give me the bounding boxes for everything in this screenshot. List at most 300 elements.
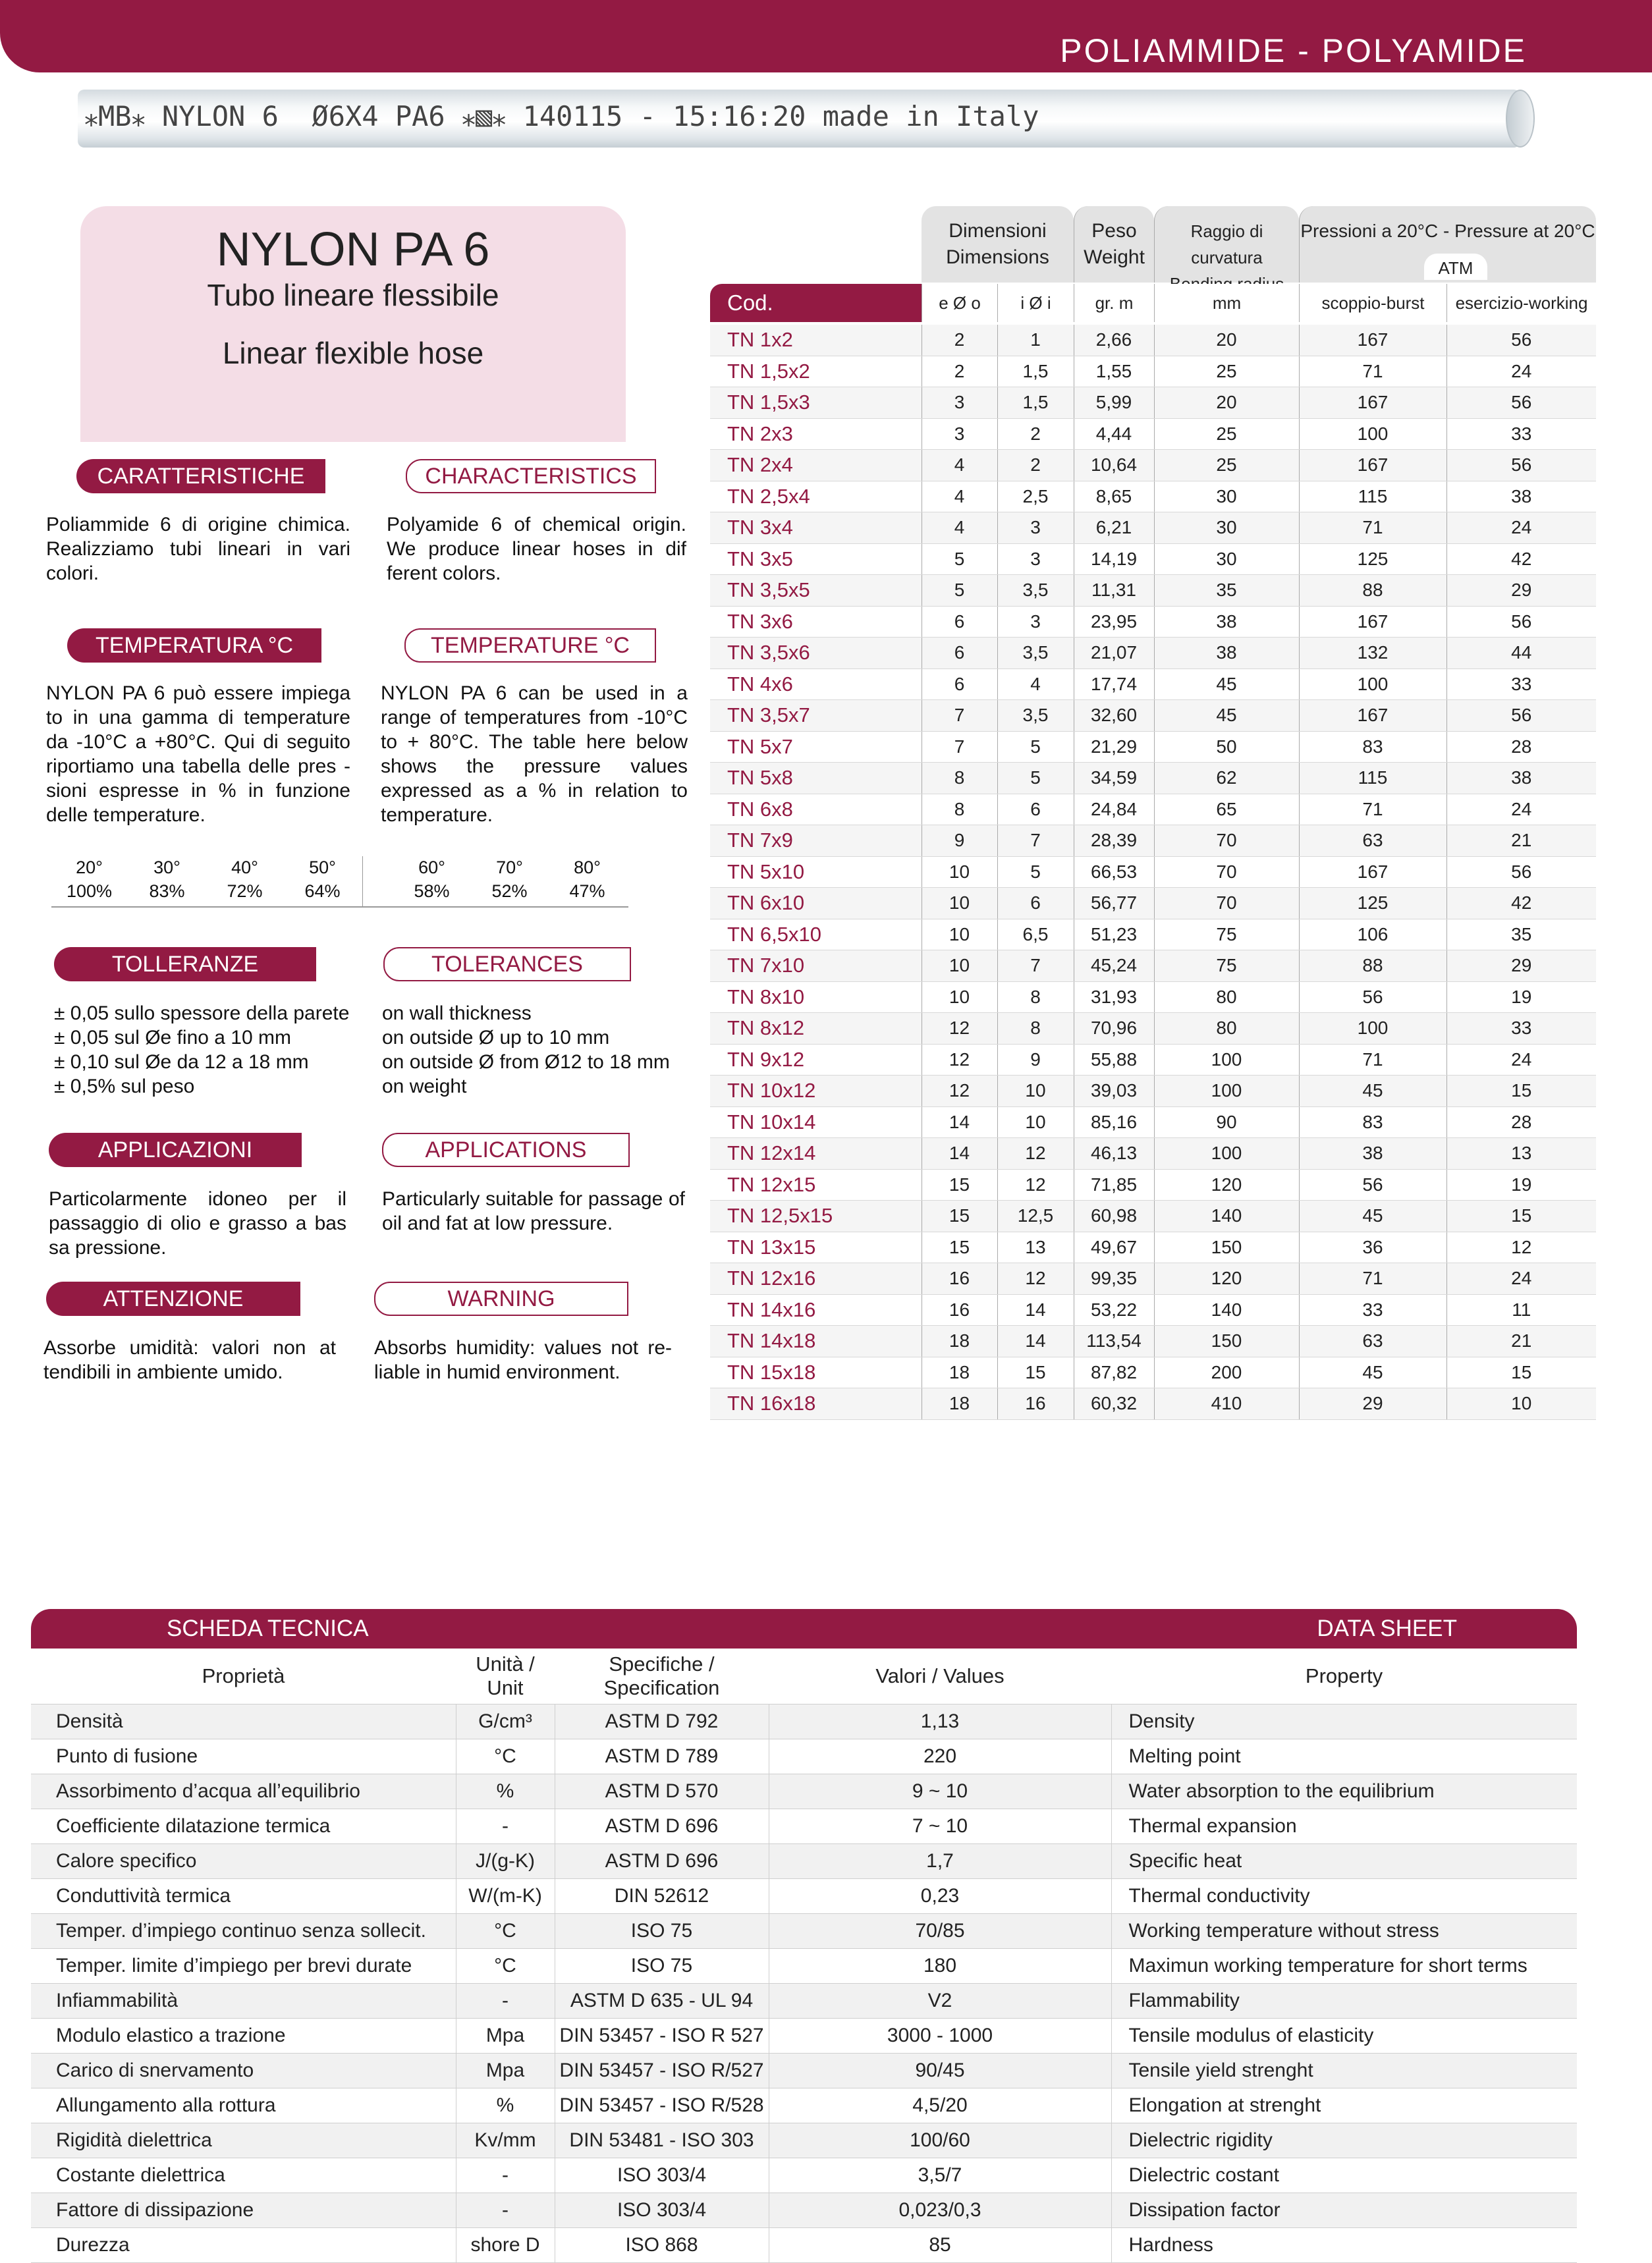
table-cell: 4 [922, 481, 997, 512]
table-cell: 2 [997, 418, 1074, 450]
product-code-cell: TN 2x3 [710, 418, 922, 450]
table-cell: 100 [1299, 1013, 1446, 1045]
table-cell: 71 [1299, 794, 1446, 825]
table-cell: 3,5 [997, 575, 1074, 607]
product-code-cell: TN 3,5x5 [710, 575, 922, 607]
table-row [710, 575, 1596, 607]
table-cell: 21,07 [1074, 638, 1154, 669]
table-row [710, 888, 1596, 919]
temp-cell: 40° [231, 858, 258, 877]
temp-cell: 20° [76, 858, 103, 877]
table-row [710, 1357, 1596, 1388]
datasheet-cell: V2 [769, 1984, 1111, 2019]
table-row [710, 981, 1596, 1013]
table-cell: 3 [997, 512, 1074, 544]
table-cell: 56 [1299, 981, 1446, 1013]
pct-cell: 52% [491, 881, 528, 901]
table-cell: 38 [1299, 1138, 1446, 1170]
product-code-cell: TN 5x10 [710, 856, 922, 888]
header-atm: ATM [1424, 254, 1487, 280]
table-cell: 24 [1446, 356, 1596, 387]
table-cell: 30 [1154, 481, 1299, 512]
table-cell: 10 [922, 888, 997, 919]
table-row [710, 856, 1596, 888]
product-code-cell: TN 3x5 [710, 543, 922, 575]
table-cell: 71 [1299, 356, 1446, 387]
table-cell: 140 [1154, 1294, 1299, 1326]
table-cell: 56,77 [1074, 888, 1154, 919]
applicazioni-text: Particolarmente idoneo per il passaggio di olio e grasso a bas sa pressione. [49, 1188, 346, 1259]
table-cell: 18 [922, 1326, 997, 1357]
table-cell: 167 [1299, 700, 1446, 732]
tab-tolleranze: TOLLERANZE [54, 947, 316, 981]
table-cell: 35 [1446, 919, 1596, 950]
pct-cell: 64% [304, 881, 341, 901]
table-cell: 28 [1446, 731, 1596, 763]
table-cell: 14 [997, 1326, 1074, 1357]
table-cell: 28 [1446, 1106, 1596, 1138]
table-row [710, 1263, 1596, 1295]
table-cell: 167 [1299, 856, 1446, 888]
datasheet-header-bar [31, 1609, 1577, 1649]
table-row [710, 543, 1596, 575]
table-cell: 38 [1446, 481, 1596, 512]
datasheet-cell: Dielectric rigidity [1111, 2123, 1577, 2158]
datasheet-cell: Calore specifico [31, 1844, 456, 1879]
table-cell: 12 [997, 1169, 1074, 1201]
datasheet-row [31, 1704, 1577, 1739]
table-cell: 56 [1299, 1169, 1446, 1201]
table-cell: 60,98 [1074, 1201, 1154, 1232]
table-cell: 33 [1446, 1013, 1596, 1045]
table-cell: 10 [997, 1076, 1074, 1107]
datasheet-cell: 90/45 [769, 2054, 1111, 2088]
table-cell: 113,54 [1074, 1326, 1154, 1357]
datasheet-cell: Allungamento alla rottura [31, 2088, 456, 2123]
table-cell: 75 [1154, 950, 1299, 982]
table-cell: 65 [1154, 794, 1299, 825]
table-cell: 15 [1446, 1357, 1596, 1388]
datasheet-cell: 0,023/0,3 [769, 2193, 1111, 2228]
tab-characteristics: CHARACTERISTICS [406, 459, 656, 493]
table-cell: 24 [1446, 1044, 1596, 1076]
table-cell: 6 [922, 668, 997, 700]
table-cell: 15 [1446, 1201, 1596, 1232]
table-cell: 14,19 [1074, 543, 1154, 575]
table-cell: 18 [922, 1388, 997, 1420]
table-cell: 7 [997, 825, 1074, 857]
tab-caratteristiche: CARATTERISTICHE [76, 459, 325, 493]
table-cell: 28,39 [1074, 825, 1154, 857]
datasheet-cell: ASTM D 789 [555, 1739, 769, 1774]
characteristics-text: Polyamide 6 of chemical origin. We produce linear hoses in dif ferent colors. [387, 514, 686, 584]
table-cell: 29 [1446, 575, 1596, 607]
table-cell: 12 [997, 1138, 1074, 1170]
table-cell: 24 [1446, 512, 1596, 544]
table-cell: 71 [1299, 1044, 1446, 1076]
datasheet-cell: Fattore di dissipazione [31, 2193, 456, 2228]
datasheet-row [31, 1949, 1577, 1984]
table-cell: 90 [1154, 1106, 1299, 1138]
datasheet-cell: 7 ~ 10 [769, 1809, 1111, 1844]
datasheet-cell: 3,5/7 [769, 2158, 1111, 2193]
datasheet-cell: 3000 - 1000 [769, 2019, 1111, 2054]
table-cell: 70,96 [1074, 1013, 1154, 1045]
table-cell: 29 [1299, 1388, 1446, 1420]
tolleranza-line: ± 0,10 sul Øe da 12 a 18 mm [54, 1051, 309, 1073]
table-cell: 71 [1299, 512, 1446, 544]
table-cell: 15 [997, 1357, 1074, 1388]
datasheet-cell: DIN 53457 - ISO R/528 [555, 2088, 769, 2123]
datasheet-cell: Conduttività termica [31, 1879, 456, 1914]
table-cell: 150 [1154, 1232, 1299, 1263]
table-cell: 45 [1299, 1201, 1446, 1232]
datasheet-cell: °C [456, 1739, 555, 1774]
datasheet-title-it: SCHEDA TECNICA [167, 1616, 369, 1641]
datasheet-cell: ISO 303/4 [555, 2193, 769, 2228]
hose-end [1506, 90, 1535, 148]
datasheet-cell: Temper. limite d’impiego per brevi durate [31, 1949, 456, 1984]
product-code-cell: TN 12x16 [710, 1263, 922, 1295]
datasheet-cell: DIN 53457 - ISO R 527 [555, 2019, 769, 2054]
datasheet-cell: % [456, 2088, 555, 2123]
table-cell: 83 [1299, 1106, 1446, 1138]
datasheet-cell: Tensile yield strenght [1111, 2054, 1577, 2088]
table-row [710, 1044, 1596, 1076]
datasheet-cell: ASTM D 635 - UL 94 [555, 1984, 769, 2019]
table-cell: 56 [1446, 325, 1596, 356]
table-cell: 6 [997, 794, 1074, 825]
table-cell: 10 [997, 1106, 1074, 1138]
datasheet-cell: Infiammabilità [31, 1984, 456, 2019]
table-cell: 1,5 [997, 356, 1074, 387]
datasheet-header-row [31, 1649, 1577, 1704]
datasheet-cell: 180 [769, 1949, 1111, 1984]
table-row [710, 638, 1596, 669]
header-grm: gr. m [1074, 284, 1154, 322]
datasheet-cell: Costante dielettrica [31, 2158, 456, 2193]
table-row [710, 418, 1596, 450]
table-cell: 1,55 [1074, 356, 1154, 387]
datasheet-cell: Assorbimento d’acqua all’equilibrio [31, 1774, 456, 1809]
tab-temperature: TEMPERATURE °C [404, 628, 656, 663]
product-code-cell: TN 4x6 [710, 668, 922, 700]
table-cell: 15 [922, 1232, 997, 1263]
table-cell: 56 [1446, 700, 1596, 732]
product-code-cell: TN 5x8 [710, 763, 922, 794]
applications-text: Particularly suitable for passage of oil and fat at low pressure. [382, 1188, 685, 1234]
datasheet-cell: Melting point [1111, 1739, 1577, 1774]
datasheet-row [31, 1914, 1577, 1949]
product-code-cell: TN 2x4 [710, 450, 922, 481]
table-row [710, 481, 1596, 512]
tab-tolerances: TOLERANCES [383, 947, 631, 981]
datasheet-cell: ASTM D 570 [555, 1774, 769, 1809]
table-cell: 167 [1299, 387, 1446, 419]
datasheet-cell: DIN 53457 - ISO R/527 [555, 2054, 769, 2088]
table-cell: 8 [922, 763, 997, 794]
table-cell: 42 [1446, 888, 1596, 919]
table-cell: 56 [1446, 387, 1596, 419]
table-cell: 8 [997, 1013, 1074, 1045]
table-cell: 29 [1446, 950, 1596, 982]
datasheet-row [31, 2123, 1577, 2158]
table-row [710, 825, 1596, 857]
datasheet-row [31, 1809, 1577, 1844]
table-cell: 106 [1299, 919, 1446, 950]
table-cell: 1,5 [997, 387, 1074, 419]
pct-cell: 47% [569, 881, 605, 901]
datasheet-row [31, 1774, 1577, 1809]
product-subtitle-it: Tubo lineare flessibile [207, 278, 499, 312]
datasheet-row [31, 2054, 1577, 2088]
pct-cell: 72% [227, 881, 263, 901]
table-cell: 80 [1154, 1013, 1299, 1045]
header-weight: Peso Weight [1074, 206, 1154, 283]
tab-applications: APPLICATIONS [382, 1133, 630, 1167]
table-cell: 8 [922, 794, 997, 825]
table-cell: 42 [1446, 543, 1596, 575]
datasheet-cell: Thermal expansion [1111, 1809, 1577, 1844]
product-code-cell: TN 3x6 [710, 606, 922, 638]
table-cell: 100 [1299, 418, 1446, 450]
table-cell: 20 [1154, 387, 1299, 419]
table-cell: 4 [922, 512, 997, 544]
header-bending-radius: Raggio di curvatura [1154, 206, 1299, 283]
table-cell: 46,13 [1074, 1138, 1154, 1170]
table-row [710, 950, 1596, 982]
product-code-cell: TN 1x2 [710, 325, 922, 356]
table-cell: 3 [997, 543, 1074, 575]
datasheet-cell: DIN 53481 - ISO 303 [555, 2123, 769, 2158]
table-row [710, 387, 1596, 419]
table-row [710, 1388, 1596, 1420]
datasheet-cell: Mpa [456, 2019, 555, 2054]
table-cell: 38 [1154, 606, 1299, 638]
datasheet-cell: Punto di fusione [31, 1739, 456, 1774]
table-cell: 14 [922, 1138, 997, 1170]
table-cell: 71 [1299, 1263, 1446, 1295]
table-cell: 10 [922, 856, 997, 888]
table-row [710, 1138, 1596, 1170]
table-cell: 25 [1154, 356, 1299, 387]
table-cell: 25 [1154, 418, 1299, 450]
product-subtitle-en: Linear flexible hose [222, 336, 484, 370]
table-cell: 120 [1154, 1263, 1299, 1295]
temp-cell: 60° [418, 858, 445, 877]
datasheet-cell: ISO 303/4 [555, 2158, 769, 2193]
table-cell: 99,35 [1074, 1263, 1154, 1295]
table-cell: 21,29 [1074, 731, 1154, 763]
table-cell: 167 [1299, 606, 1446, 638]
datasheet-header-cell: Proprietà [31, 1649, 456, 1704]
table-row [710, 512, 1596, 544]
table-cell: 35 [1154, 575, 1299, 607]
table-row [710, 1106, 1596, 1138]
table-cell: 125 [1299, 888, 1446, 919]
table-cell: 32,60 [1074, 700, 1154, 732]
datasheet-row [31, 2088, 1577, 2123]
table-cell: 14 [997, 1294, 1074, 1326]
product-code-cell: TN 2,5x4 [710, 481, 922, 512]
table-row [710, 1294, 1596, 1326]
datasheet-cell: 1,7 [769, 1844, 1111, 1879]
table-cell: 12 [922, 1044, 997, 1076]
datasheet-cell: Maximun working temperature for short terms [1111, 1949, 1577, 1984]
datasheet-cell: W/(m-K) [456, 1879, 555, 1914]
tab-attenzione: ATTENZIONE [46, 1282, 300, 1316]
table-cell: 4 [922, 450, 997, 481]
product-code-cell: TN 8x12 [710, 1013, 922, 1045]
table-cell: 15 [922, 1201, 997, 1232]
temp-cell: 50° [309, 858, 336, 877]
table-cell: 3,5 [997, 638, 1074, 669]
datasheet-cell: 220 [769, 1739, 1111, 1774]
table-cell: 10 [922, 981, 997, 1013]
datasheet-cell: ISO 75 [555, 1914, 769, 1949]
product-title: NYLON PA 6 [216, 223, 490, 276]
datasheet-header-cell: Unità / Unit [456, 1649, 555, 1704]
table-cell: 85,16 [1074, 1106, 1154, 1138]
datasheet-cell: - [456, 1809, 555, 1844]
datasheet-cell: 100/60 [769, 2123, 1111, 2158]
datasheet-cell: Dissipation factor [1111, 2193, 1577, 2228]
table-cell: 100 [1299, 668, 1446, 700]
table-row [710, 1076, 1596, 1107]
datasheet-cell: ISO 868 [555, 2228, 769, 2263]
table-cell: 140 [1154, 1201, 1299, 1232]
tolerance-line: on outside Ø up to 10 mm [382, 1027, 610, 1049]
table-cell: 120 [1154, 1169, 1299, 1201]
product-code-cell: TN 6x8 [710, 794, 922, 825]
product-code-cell: TN 12,5x15 [710, 1201, 922, 1232]
table-cell: 11 [1446, 1294, 1596, 1326]
datasheet-cell: Densità [31, 1704, 456, 1739]
table-cell: 33 [1299, 1294, 1446, 1326]
table-cell: 2,5 [997, 481, 1074, 512]
table-cell: 14 [922, 1106, 997, 1138]
table-cell: 6 [922, 638, 997, 669]
header-cod: Cod. [710, 284, 922, 322]
table-cell: 12 [997, 1263, 1074, 1295]
table-cell: 15 [1446, 1076, 1596, 1107]
table-cell: 100 [1154, 1044, 1299, 1076]
tab-temperatura: TEMPERATURA °C [67, 628, 321, 663]
datasheet-cell: ISO 75 [555, 1949, 769, 1984]
datasheet-header-cell: Valori / Values [769, 1649, 1111, 1704]
table-cell: 115 [1299, 481, 1446, 512]
datasheet-table [31, 1649, 1577, 2263]
datasheet-cell: - [456, 2193, 555, 2228]
table-cell: 10,64 [1074, 450, 1154, 481]
header-ii: i Ø i [997, 284, 1074, 322]
table-cell: 150 [1154, 1326, 1299, 1357]
table-cell: 36 [1299, 1232, 1446, 1263]
warning-text: Absorbs humidity: values not re- liable in humid environment. [374, 1337, 672, 1383]
product-title-box [80, 206, 626, 442]
table-cell: 75 [1154, 919, 1299, 950]
datasheet-cell: Elongation at strenght [1111, 2088, 1577, 2123]
table-row [710, 325, 1596, 356]
table-cell: 19 [1446, 1169, 1596, 1201]
table-row [710, 1232, 1596, 1263]
table-cell: 63 [1299, 825, 1446, 857]
datasheet-cell: Rigidità dielettrica [31, 2123, 456, 2158]
table-cell: 88 [1299, 575, 1446, 607]
table-cell: 3 [922, 418, 997, 450]
table-row [710, 450, 1596, 481]
datasheet-cell: Water absorption to the equilibrium [1111, 1774, 1577, 1809]
table-cell: 50 [1154, 731, 1299, 763]
table-cell: 45 [1299, 1357, 1446, 1388]
pct-cell: 58% [414, 881, 450, 901]
datasheet-cell: DIN 52612 [555, 1879, 769, 1914]
table-cell: 12 [1446, 1232, 1596, 1263]
table-cell: 87,82 [1074, 1357, 1154, 1388]
table-cell: 7 [997, 950, 1074, 982]
table-cell: 16 [997, 1388, 1074, 1420]
table-cell: 30 [1154, 512, 1299, 544]
table-cell: 5 [997, 731, 1074, 763]
datasheet-row [31, 1739, 1577, 1774]
product-code-cell: TN 14x18 [710, 1326, 922, 1357]
datasheet-cell: 1,13 [769, 1704, 1111, 1739]
pct-cell: 100% [66, 881, 113, 901]
header-burst: scoppio-burst [1299, 284, 1446, 322]
product-code-cell: TN 8x10 [710, 981, 922, 1013]
banner-title: POLIAMMIDE - POLYAMIDE [1060, 32, 1527, 69]
datasheet-row [31, 1844, 1577, 1879]
datasheet-row [31, 1984, 1577, 2019]
table-cell: 12 [922, 1076, 997, 1107]
table-cell: 45 [1299, 1076, 1446, 1107]
product-code-cell: TN 12x15 [710, 1169, 922, 1201]
tolleranze-list [54, 1001, 370, 1099]
table-cell: 132 [1299, 638, 1446, 669]
header-dimensions: Dimensioni Dimensions [922, 206, 1074, 283]
hose-image [78, 90, 1520, 148]
table-cell: 10 [922, 950, 997, 982]
table-cell: 33 [1446, 418, 1596, 450]
header-mm: mm [1154, 284, 1299, 322]
table-cell: 5 [922, 575, 997, 607]
table-row [710, 731, 1596, 763]
datasheet-cell: % [456, 1774, 555, 1809]
datasheet-row [31, 2158, 1577, 2193]
table-cell: 2,66 [1074, 325, 1154, 356]
datasheet-header-cell: Specifiche / Specification [555, 1649, 769, 1704]
table-row [710, 919, 1596, 950]
table-cell: 21 [1446, 825, 1596, 857]
product-code-cell: TN 9x12 [710, 1044, 922, 1076]
datasheet-cell: 0,23 [769, 1879, 1111, 1914]
table-cell: 24 [1446, 1263, 1596, 1295]
datasheet-title-en: DATA SHEET [1317, 1616, 1457, 1641]
product-code-cell: TN 3x4 [710, 512, 922, 544]
datasheet-cell: °C [456, 1949, 555, 1984]
product-code-cell: TN 3,5x6 [710, 638, 922, 669]
product-code-cell: TN 12x14 [710, 1138, 922, 1170]
table-cell: 38 [1446, 763, 1596, 794]
table-cell: 125 [1299, 543, 1446, 575]
datasheet-cell: Flammability [1111, 1984, 1577, 2019]
temp-cell: 70° [496, 858, 523, 877]
table-cell: 2 [922, 356, 997, 387]
datasheet-cell: Density [1111, 1704, 1577, 1739]
table-cell: 6,21 [1074, 512, 1154, 544]
table-cell: 19 [1446, 981, 1596, 1013]
table-cell: 9 [922, 825, 997, 857]
